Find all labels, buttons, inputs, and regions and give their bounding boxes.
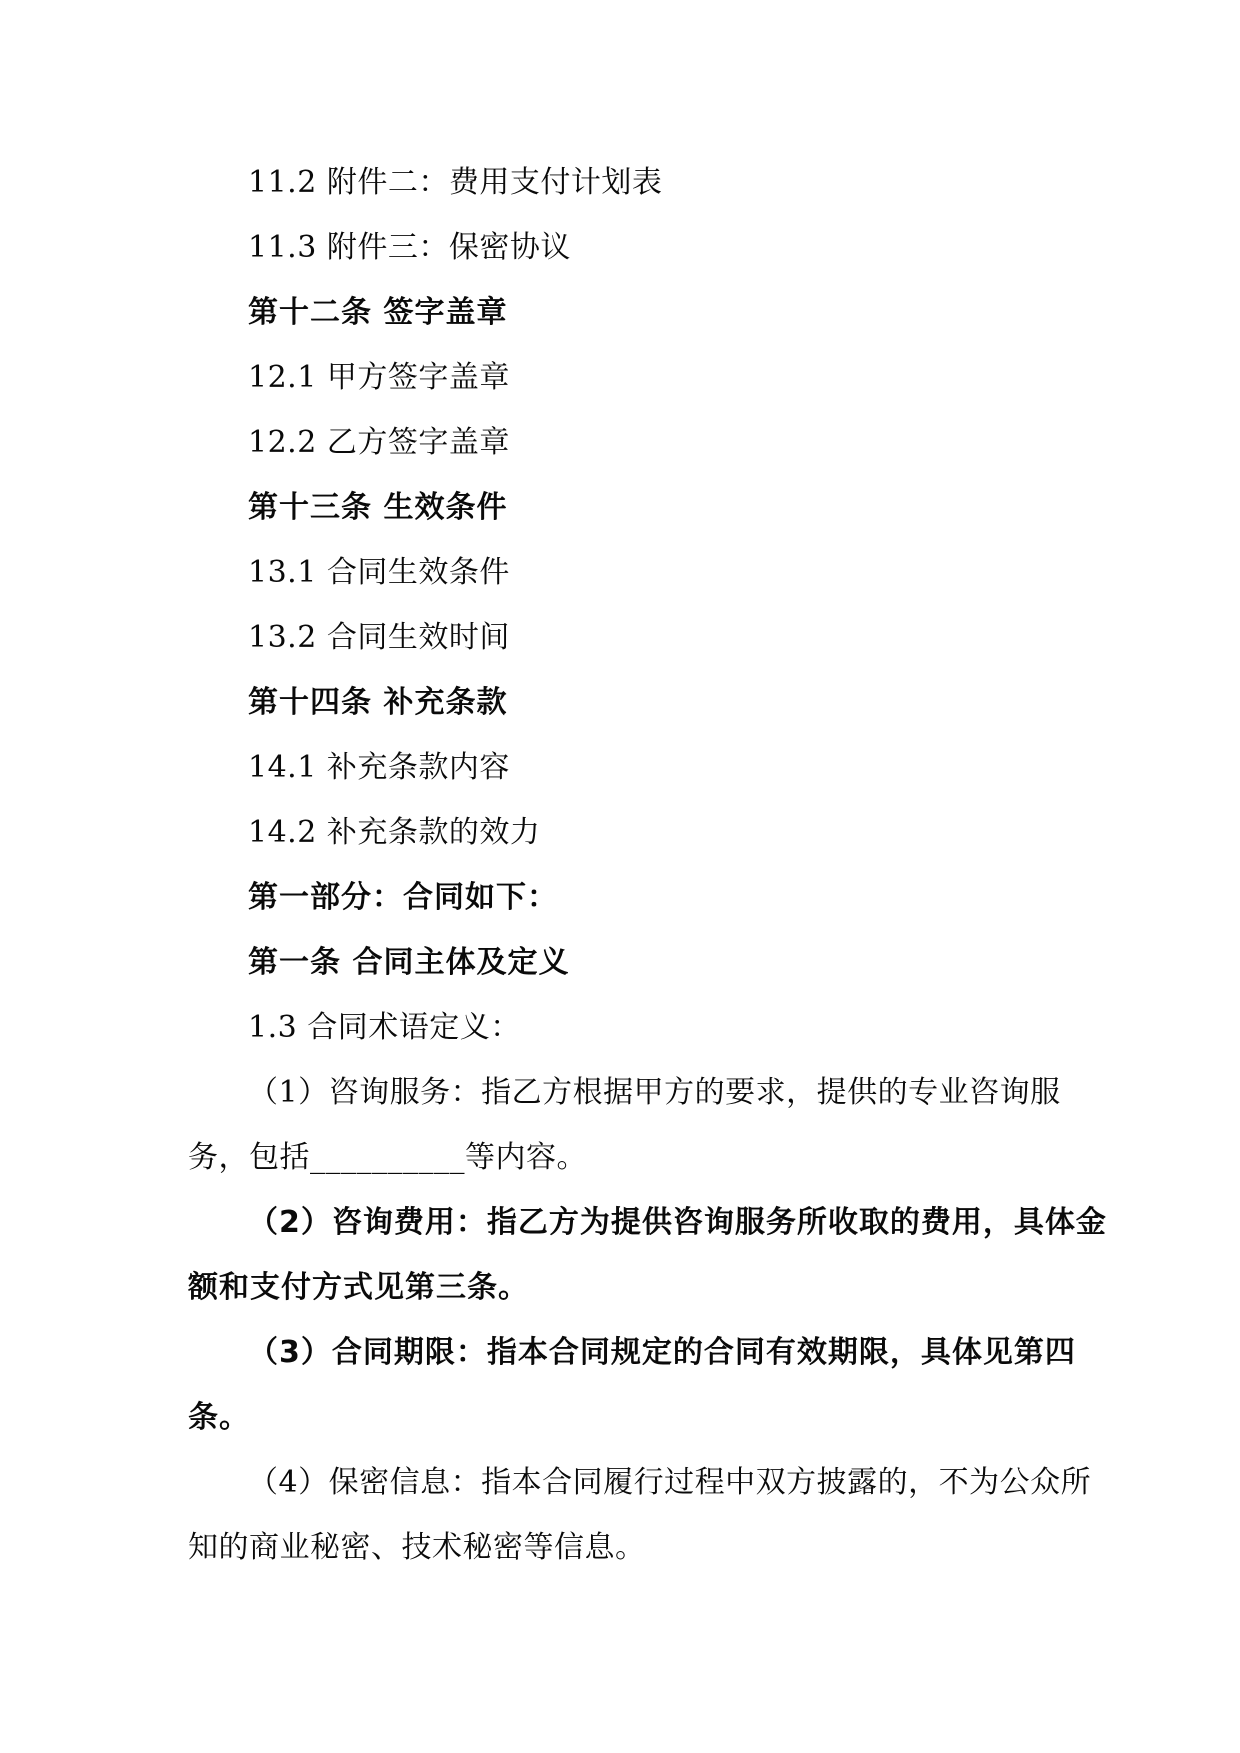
item-12-1: 12.1 甲方签字盖章	[248, 360, 510, 395]
item-13-2: 13.2 合同生效时间	[248, 620, 510, 655]
item-1-3: 1.3 合同术语定义：	[248, 1010, 521, 1045]
heading-article-13: 第十三条 生效条件	[248, 490, 508, 525]
definition-1-line-2: 务，包括__________等内容。	[188, 1140, 587, 1175]
heading-article-14: 第十四条 补充条款	[248, 685, 508, 720]
definition-1-line-1: （1）咨询服务：指乙方根据甲方的要求，提供的专业咨询服	[248, 1075, 1061, 1110]
toc-item-11-3: 11.3 附件三：保密协议	[248, 230, 571, 265]
heading-part-1: 第一部分：合同如下：	[248, 880, 558, 915]
toc-item-11-2: 11.2 附件二：费用支付计划表	[248, 165, 663, 200]
definition-4-line-2: 知的商业秘密、技术秘密等信息。	[188, 1530, 646, 1565]
heading-article-12: 第十二条 签字盖章	[248, 295, 508, 330]
item-14-1: 14.1 补充条款内容	[248, 750, 510, 785]
item-12-2: 12.2 乙方签字盖章	[248, 425, 510, 460]
definition-2-line-2: 额和支付方式见第三条。	[188, 1270, 529, 1305]
definition-4-line-1: （4）保密信息：指本合同履行过程中双方披露的，不为公众所	[248, 1465, 1092, 1500]
definition-3-line-2: 条。	[188, 1400, 250, 1435]
item-14-2: 14.2 补充条款的效力	[248, 815, 541, 850]
definition-2-line-1: （2）咨询费用：指乙方为提供咨询服务所收取的费用，具体金	[248, 1205, 1107, 1240]
item-13-1: 13.1 合同生效条件	[248, 555, 510, 590]
heading-article-1: 第一条 合同主体及定义	[248, 945, 570, 980]
definition-3-line-1: （3）合同期限：指本合同规定的合同有效期限，具体见第四	[248, 1335, 1076, 1370]
